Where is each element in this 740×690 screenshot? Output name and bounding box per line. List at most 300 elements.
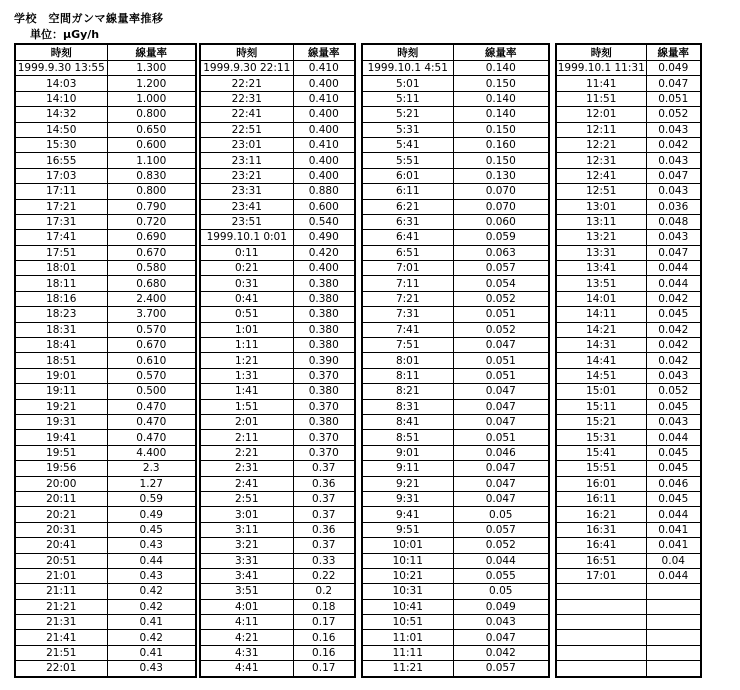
rate-cell: 0.05 bbox=[453, 584, 549, 599]
table-row bbox=[15, 491, 196, 506]
time-cell: 21:41 bbox=[15, 630, 107, 645]
table-row bbox=[15, 230, 196, 245]
rate-cell: 0.047 bbox=[453, 630, 549, 645]
table-row bbox=[200, 414, 355, 429]
table-row bbox=[362, 276, 549, 291]
table-row bbox=[556, 476, 701, 491]
rate-cell: 0.400 bbox=[293, 76, 355, 91]
time-cell: 1:31 bbox=[200, 368, 293, 383]
rate-cell: 0.410 bbox=[293, 61, 355, 76]
rate-cell: 0.37 bbox=[293, 507, 355, 522]
rate-cell: 0.052 bbox=[646, 384, 701, 399]
rate-cell: 0.16 bbox=[293, 645, 355, 660]
rate-cell: 0.130 bbox=[453, 168, 549, 183]
time-cell: 4:31 bbox=[200, 645, 293, 660]
rate-cell: 2.400 bbox=[107, 291, 196, 306]
rate-cell: 0.490 bbox=[293, 230, 355, 245]
time-cell: 1999.10.1 0:01 bbox=[200, 230, 293, 245]
table-row bbox=[200, 245, 355, 260]
time-cell: 7:51 bbox=[362, 338, 453, 353]
rate-cell: 0.043 bbox=[646, 230, 701, 245]
rate-cell: 0.052 bbox=[453, 538, 549, 553]
rate-cell: 0.400 bbox=[293, 122, 355, 137]
rate-cell: 0.2 bbox=[293, 584, 355, 599]
time-cell: 4:01 bbox=[200, 599, 293, 614]
table-row bbox=[556, 384, 701, 399]
table-row bbox=[15, 291, 196, 306]
table-row bbox=[556, 168, 701, 183]
time-cell: 1:51 bbox=[200, 399, 293, 414]
rate-cell: 1.000 bbox=[107, 91, 196, 106]
header-rate: 線量率 bbox=[293, 44, 355, 61]
table-row bbox=[362, 599, 549, 614]
table-row bbox=[556, 584, 701, 599]
rate-cell: 0.047 bbox=[453, 338, 549, 353]
rate-cell: 0.380 bbox=[293, 307, 355, 322]
table-row bbox=[362, 168, 549, 183]
time-cell bbox=[556, 584, 646, 599]
table-row bbox=[200, 630, 355, 645]
rate-cell: 0.044 bbox=[646, 261, 701, 276]
rate-cell bbox=[646, 645, 701, 660]
table-row bbox=[556, 630, 701, 645]
time-cell: 6:51 bbox=[362, 245, 453, 260]
rate-cell: 0.045 bbox=[646, 491, 701, 506]
header-rate: 線量率 bbox=[107, 44, 196, 61]
time-cell: 17:03 bbox=[15, 168, 107, 183]
rate-cell: 0.047 bbox=[646, 245, 701, 260]
table-row bbox=[15, 384, 196, 399]
time-cell: 8:31 bbox=[362, 399, 453, 414]
table-row bbox=[556, 153, 701, 168]
table-row bbox=[200, 599, 355, 614]
table-row bbox=[362, 615, 549, 630]
table-row bbox=[556, 538, 701, 553]
table-row bbox=[200, 199, 355, 214]
table-row bbox=[556, 491, 701, 506]
time-cell: 1:21 bbox=[200, 353, 293, 368]
rate-cell: 0.380 bbox=[293, 338, 355, 353]
time-cell: 18:51 bbox=[15, 353, 107, 368]
table-row bbox=[15, 414, 196, 429]
rate-cell: 0.36 bbox=[293, 522, 355, 537]
table-row bbox=[556, 107, 701, 122]
table-row bbox=[15, 461, 196, 476]
table-row bbox=[556, 291, 701, 306]
table-row bbox=[362, 491, 549, 506]
table-row bbox=[200, 507, 355, 522]
table-row bbox=[362, 414, 549, 429]
time-cell: 1999.10.1 4:51 bbox=[362, 61, 453, 76]
time-cell: 9:31 bbox=[362, 491, 453, 506]
time-cell: 12:21 bbox=[556, 137, 646, 152]
rate-cell: 0.059 bbox=[453, 230, 549, 245]
rate-cell: 0.680 bbox=[107, 276, 196, 291]
time-cell: 16:11 bbox=[556, 491, 646, 506]
time-cell: 13:31 bbox=[556, 245, 646, 260]
table-row bbox=[362, 245, 549, 260]
table-row bbox=[362, 153, 549, 168]
time-cell: 11:51 bbox=[556, 91, 646, 106]
time-cell: 0:21 bbox=[200, 261, 293, 276]
time-cell: 17:21 bbox=[15, 199, 107, 214]
rate-cell: 0.880 bbox=[293, 184, 355, 199]
table-row bbox=[556, 122, 701, 137]
time-cell: 4:41 bbox=[200, 661, 293, 677]
rate-cell: 0.150 bbox=[453, 122, 549, 137]
time-cell: 6:21 bbox=[362, 199, 453, 214]
time-cell: 21:31 bbox=[15, 615, 107, 630]
time-cell: 18:11 bbox=[15, 276, 107, 291]
table-row bbox=[362, 661, 549, 677]
table-row bbox=[15, 168, 196, 183]
rate-cell: 0.044 bbox=[453, 553, 549, 568]
time-cell: 5:21 bbox=[362, 107, 453, 122]
time-cell: 1999.9.30 22:11 bbox=[200, 61, 293, 76]
time-cell: 10:11 bbox=[362, 553, 453, 568]
table-row bbox=[200, 645, 355, 660]
time-cell: 23:31 bbox=[200, 184, 293, 199]
rate-cell: 0.400 bbox=[293, 261, 355, 276]
time-cell: 8:11 bbox=[362, 368, 453, 383]
rate-cell: 0.150 bbox=[453, 153, 549, 168]
rate-cell: 0.43 bbox=[107, 538, 196, 553]
rate-cell: 0.800 bbox=[107, 107, 196, 122]
table-row bbox=[556, 430, 701, 445]
rate-cell: 0.720 bbox=[107, 214, 196, 229]
rate-cell: 0.400 bbox=[293, 107, 355, 122]
table-row bbox=[556, 645, 701, 660]
time-cell: 2:31 bbox=[200, 461, 293, 476]
rate-cell: 0.047 bbox=[646, 168, 701, 183]
time-cell: 9:11 bbox=[362, 461, 453, 476]
rate-cell: 0.17 bbox=[293, 615, 355, 630]
table-row bbox=[362, 399, 549, 414]
rate-cell: 0.41 bbox=[107, 645, 196, 660]
time-cell: 15:01 bbox=[556, 384, 646, 399]
time-cell: 23:21 bbox=[200, 168, 293, 183]
table-row bbox=[362, 76, 549, 91]
rate-cell: 1.100 bbox=[107, 153, 196, 168]
rate-cell: 0.43 bbox=[107, 568, 196, 583]
time-cell: 14:11 bbox=[556, 307, 646, 322]
table-row bbox=[362, 645, 549, 660]
time-cell: 18:41 bbox=[15, 338, 107, 353]
rate-cell: 3.700 bbox=[107, 307, 196, 322]
rate-cell: 0.042 bbox=[646, 353, 701, 368]
time-cell: 19:21 bbox=[15, 399, 107, 414]
rate-cell: 0.041 bbox=[646, 522, 701, 537]
rate-cell: 0.057 bbox=[453, 661, 549, 677]
rate-cell bbox=[646, 661, 701, 677]
time-cell: 10:31 bbox=[362, 584, 453, 599]
time-cell: 14:01 bbox=[556, 291, 646, 306]
table-row bbox=[556, 661, 701, 677]
rate-cell: 0.043 bbox=[646, 184, 701, 199]
time-cell: 17:01 bbox=[556, 568, 646, 583]
rate-cell: 0.690 bbox=[107, 230, 196, 245]
table-row bbox=[200, 76, 355, 91]
rate-cell: 0.043 bbox=[453, 615, 549, 630]
time-cell: 19:31 bbox=[15, 414, 107, 429]
time-cell: 15:11 bbox=[556, 399, 646, 414]
table-row bbox=[200, 61, 355, 76]
table-row bbox=[15, 661, 196, 677]
rate-cell: 0.41 bbox=[107, 615, 196, 630]
time-cell: 23:01 bbox=[200, 137, 293, 152]
table-row bbox=[200, 568, 355, 583]
rate-cell: 1.200 bbox=[107, 76, 196, 91]
table-row bbox=[556, 322, 701, 337]
table-row bbox=[200, 261, 355, 276]
rate-cell: 0.041 bbox=[646, 538, 701, 553]
table-row bbox=[556, 338, 701, 353]
table-row bbox=[200, 399, 355, 414]
table-row bbox=[362, 338, 549, 353]
rate-cell: 0.051 bbox=[646, 91, 701, 106]
table-row bbox=[200, 553, 355, 568]
table-row bbox=[362, 384, 549, 399]
rate-cell: 0.400 bbox=[293, 168, 355, 183]
rate-cell: 0.49 bbox=[107, 507, 196, 522]
time-cell: 0:41 bbox=[200, 291, 293, 306]
time-cell: 5:01 bbox=[362, 76, 453, 91]
time-cell: 15:30 bbox=[15, 137, 107, 152]
rate-cell: 0.140 bbox=[453, 91, 549, 106]
time-cell: 22:01 bbox=[15, 661, 107, 677]
time-cell: 12:11 bbox=[556, 122, 646, 137]
time-cell: 5:31 bbox=[362, 122, 453, 137]
time-cell: 3:01 bbox=[200, 507, 293, 522]
rate-cell: 0.043 bbox=[646, 153, 701, 168]
time-cell: 19:11 bbox=[15, 384, 107, 399]
table-group-4 bbox=[555, 43, 702, 678]
time-cell: 9:51 bbox=[362, 522, 453, 537]
table-row bbox=[362, 553, 549, 568]
table-row bbox=[200, 291, 355, 306]
time-cell: 16:01 bbox=[556, 476, 646, 491]
rate-cell bbox=[646, 630, 701, 645]
table-row bbox=[556, 368, 701, 383]
table-row bbox=[556, 137, 701, 152]
rate-cell: 0.470 bbox=[107, 414, 196, 429]
table-row bbox=[556, 307, 701, 322]
rate-cell: 0.042 bbox=[453, 645, 549, 660]
table-row bbox=[200, 91, 355, 106]
time-cell: 13:11 bbox=[556, 214, 646, 229]
rate-cell: 0.045 bbox=[646, 445, 701, 460]
table-row bbox=[362, 61, 549, 76]
time-cell: 12:41 bbox=[556, 168, 646, 183]
table-row bbox=[556, 414, 701, 429]
rate-cell: 0.45 bbox=[107, 522, 196, 537]
table-group-3 bbox=[361, 43, 550, 678]
table-group-1 bbox=[14, 43, 197, 678]
time-cell: 15:51 bbox=[556, 461, 646, 476]
rate-cell: 0.045 bbox=[646, 461, 701, 476]
rate-cell: 0.18 bbox=[293, 599, 355, 614]
rate-cell: 0.052 bbox=[646, 107, 701, 122]
rate-cell: 0.570 bbox=[107, 322, 196, 337]
table-row bbox=[556, 245, 701, 260]
time-cell: 12:01 bbox=[556, 107, 646, 122]
table-row bbox=[200, 661, 355, 677]
rate-cell: 0.051 bbox=[453, 307, 549, 322]
table-row bbox=[200, 137, 355, 152]
time-cell: 9:01 bbox=[362, 445, 453, 460]
rate-cell bbox=[646, 615, 701, 630]
table-row bbox=[15, 584, 196, 599]
time-cell: 21:01 bbox=[15, 568, 107, 583]
time-cell: 8:21 bbox=[362, 384, 453, 399]
time-cell: 13:01 bbox=[556, 199, 646, 214]
table-row bbox=[362, 584, 549, 599]
rate-cell: 0.380 bbox=[293, 276, 355, 291]
time-cell: 22:31 bbox=[200, 91, 293, 106]
time-cell: 14:10 bbox=[15, 91, 107, 106]
table-row bbox=[200, 230, 355, 245]
table-row bbox=[15, 615, 196, 630]
time-cell: 0:51 bbox=[200, 307, 293, 322]
table-row bbox=[200, 168, 355, 183]
rate-cell: 0.33 bbox=[293, 553, 355, 568]
rate-cell: 0.047 bbox=[453, 399, 549, 414]
time-cell: 5:41 bbox=[362, 137, 453, 152]
rate-cell: 0.370 bbox=[293, 445, 355, 460]
table-row bbox=[200, 214, 355, 229]
rate-cell: 0.070 bbox=[453, 199, 549, 214]
time-cell: 21:11 bbox=[15, 584, 107, 599]
table-row bbox=[15, 476, 196, 491]
time-cell: 9:41 bbox=[362, 507, 453, 522]
table-row bbox=[200, 338, 355, 353]
rate-cell: 0.047 bbox=[453, 461, 549, 476]
time-cell: 19:01 bbox=[15, 368, 107, 383]
time-cell: 17:41 bbox=[15, 230, 107, 245]
table-row bbox=[556, 461, 701, 476]
table-row bbox=[15, 276, 196, 291]
rate-cell: 0.410 bbox=[293, 137, 355, 152]
table-row bbox=[200, 368, 355, 383]
time-cell: 4:11 bbox=[200, 615, 293, 630]
table-row bbox=[200, 461, 355, 476]
rate-cell: 0.380 bbox=[293, 384, 355, 399]
time-cell: 20:00 bbox=[15, 476, 107, 491]
rate-cell: 0.150 bbox=[453, 76, 549, 91]
table-row bbox=[556, 230, 701, 245]
time-cell: 22:51 bbox=[200, 122, 293, 137]
time-cell: 10:41 bbox=[362, 599, 453, 614]
rate-cell: 0.046 bbox=[646, 476, 701, 491]
time-cell: 14:41 bbox=[556, 353, 646, 368]
time-cell: 10:21 bbox=[362, 568, 453, 583]
table-row bbox=[15, 599, 196, 614]
time-cell: 17:51 bbox=[15, 245, 107, 260]
time-cell: 1:11 bbox=[200, 338, 293, 353]
rate-cell: 0.470 bbox=[107, 430, 196, 445]
table-row bbox=[15, 245, 196, 260]
time-cell: 14:31 bbox=[556, 338, 646, 353]
table-row bbox=[362, 322, 549, 337]
time-cell: 7:11 bbox=[362, 276, 453, 291]
header-time: 時刻 bbox=[556, 44, 646, 61]
time-cell: 15:31 bbox=[556, 430, 646, 445]
table-row bbox=[362, 368, 549, 383]
rate-cell: 0.600 bbox=[293, 199, 355, 214]
table-row bbox=[15, 568, 196, 583]
rate-cell: 0.049 bbox=[453, 599, 549, 614]
table-row bbox=[15, 61, 196, 76]
header-row bbox=[362, 44, 549, 61]
time-cell: 23:41 bbox=[200, 199, 293, 214]
rate-cell: 0.37 bbox=[293, 491, 355, 506]
header-time: 時刻 bbox=[362, 44, 453, 61]
table-row bbox=[362, 184, 549, 199]
rate-cell: 0.470 bbox=[107, 399, 196, 414]
rate-cell: 0.37 bbox=[293, 461, 355, 476]
table-row bbox=[200, 384, 355, 399]
time-cell: 2:51 bbox=[200, 491, 293, 506]
rate-cell: 0.140 bbox=[453, 107, 549, 122]
rate-cell: 0.42 bbox=[107, 599, 196, 614]
table-row bbox=[556, 568, 701, 583]
rate-cell: 0.370 bbox=[293, 430, 355, 445]
table-row bbox=[15, 76, 196, 91]
rate-cell: 0.047 bbox=[453, 384, 549, 399]
table-row bbox=[200, 122, 355, 137]
time-cell: 12:31 bbox=[556, 153, 646, 168]
time-cell: 7:21 bbox=[362, 291, 453, 306]
table-row bbox=[200, 184, 355, 199]
table-row bbox=[200, 491, 355, 506]
rate-cell: 0.054 bbox=[453, 276, 549, 291]
rate-cell: 0.043 bbox=[646, 122, 701, 137]
table-row bbox=[362, 214, 549, 229]
table-row bbox=[556, 445, 701, 460]
table-row bbox=[362, 353, 549, 368]
rate-cell: 0.052 bbox=[453, 291, 549, 306]
rate-cell: 0.04 bbox=[646, 553, 701, 568]
rate-cell: 0.046 bbox=[453, 445, 549, 460]
rate-cell: 0.042 bbox=[646, 291, 701, 306]
time-cell: 18:23 bbox=[15, 307, 107, 322]
time-cell: 1999.10.1 11:31 bbox=[557, 62, 645, 75]
rate-cell: 0.800 bbox=[107, 184, 196, 199]
table-row bbox=[362, 568, 549, 583]
time-cell: 2:41 bbox=[200, 476, 293, 491]
table-row bbox=[556, 76, 701, 91]
table-row bbox=[200, 276, 355, 291]
rate-cell: 0.070 bbox=[453, 184, 549, 199]
table-row bbox=[200, 322, 355, 337]
time-cell: 18:01 bbox=[15, 261, 107, 276]
rate-cell: 0.049 bbox=[646, 61, 701, 76]
time-cell: 20:21 bbox=[15, 507, 107, 522]
time-cell: 0:11 bbox=[200, 245, 293, 260]
rate-cell: 0.420 bbox=[293, 245, 355, 260]
table-row bbox=[362, 199, 549, 214]
table-row bbox=[362, 261, 549, 276]
time-cell: 21:51 bbox=[15, 645, 107, 660]
table-row bbox=[15, 214, 196, 229]
time-cell: 20:41 bbox=[15, 538, 107, 553]
table-row bbox=[362, 291, 549, 306]
rate-cell: 0.650 bbox=[107, 122, 196, 137]
table-row bbox=[200, 430, 355, 445]
rate-cell: 0.140 bbox=[453, 61, 549, 76]
rate-cell: 0.043 bbox=[646, 414, 701, 429]
rate-cell: 0.047 bbox=[453, 476, 549, 491]
